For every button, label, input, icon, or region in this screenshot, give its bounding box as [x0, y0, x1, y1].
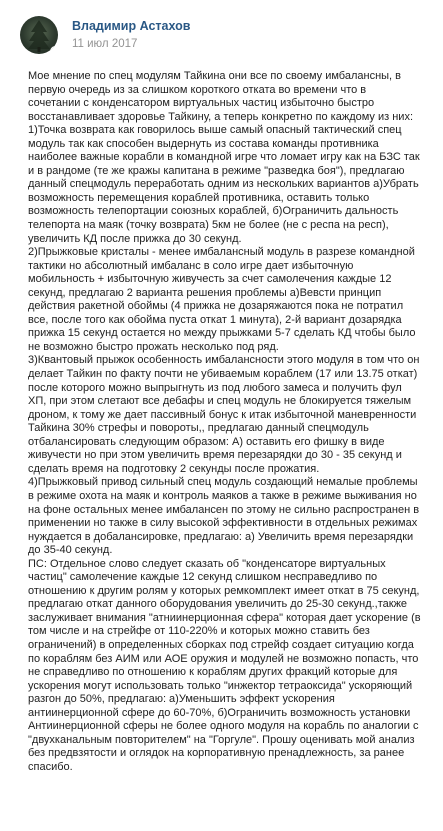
post-paragraph-3: 3)Квантовый прыжок особенность имбалансности этого модуля в том что он делает Тайкин по факту почти не убиваемым кораблем (17 или 13.75 откат) после которого можно выпрыгнуть из под любого замеса и получить фул ХП, при этом слетают все дебафы и спец модуль не блокируется тяжелым дроном, к тому же дает пассивный бонус к итак избыточной маневренности Тайкина 30% стрефы и повороты,, предлагаю данный спецмодуль отбалансировать следующим образом: А) оставить его фишку в виде живучести но при этом увеличить время перезарядки до 30 - 35 секунд и сделать время на подготовку 2 секунды после прожатия. [28, 354, 420, 475]
post-paragraph-ps: ПС: Отдельное слово следует сказать об "конденсаторе виртуальных частиц" самолечение каждые 12 секунд слишком несправедливо по отношению к другим ролям у которых ремкомплект имеет откат в 75 секунд, предлагаю откат данного оборудования увеличить до 25-30 секунд.,также заслуживает внимания "атниинерционная сфера" которая дает ускорение (в том числе и на стрейфе от 110-220% и которых можно ставить без ограничений) в определенных сборках под стрейф создает ситуацию когда по кораблям без АИМ или АОЕ оружия и модулей не возможно попасть, что не справедливо по отношению к кораблям других фракций которые для ускорения могут использовать только "инжектор тетраоксида" ускоряющий разгон до 50%, предлагаю: а)Уменьшить эффект ускорения антиинерционной сфере до 60-70%, б)Ограничить возможность установки Антиинерционной сферы не более одного модуля на корабль по аналогии с "двухканальным повторителем" на "Горгуле". Прошу оценивать мой анализ без предвзятости и оглядок на корпоративную пренадлежность, за ранее спасибо. [28, 557, 421, 773]
post-text [28, 70, 421, 774]
online-status-icon [50, 46, 58, 54]
post-date-link[interactable]: 11 июл 2017 [72, 38, 138, 50]
post-header [20, 12, 421, 58]
post-paragraph-4: 4)Прыжковый привод сильный спец модуль создающий немалые проблемы в режиме охота на маяк и контроль маяков а также в режиме выживания но на фоне остальных менее имбалансен по этому не сильно распространен в применении но также в силу высокой эффективности в отдельных режимах нуждается в добалансировке, предлагаю: а) Увеличить время перезарядки до 35-40 секунд. [28, 476, 420, 557]
avatar[interactable] [20, 16, 58, 54]
author-name-link[interactable]: Владимир Астахов [72, 19, 191, 33]
post-meta [72, 18, 190, 52]
post-paragraph-intro: Мое мнение по спец модулям Тайкина они все по своему имбалансны, в первую очередь из за слишком короткого отката во времени что в сочетании с конденсатором виртуальных частиц избыточно быстро восстанавливает здоровье Тайкину, а теперь конкретно по каждому из них: [28, 70, 413, 123]
post-paragraph-1: 1)Точка возврата как говорилось выше самый опасный тактический спец модуль так как способен выдернуть из состава команды противника наиболее важные корабли в командной игре что ломает игру как на БЗС так и в рандоме (те же кражы капитана в режиме "разведка боя"), предлагаю данный спецмодуль переработать одним из нескольких вариантов а)Убрать возможность перемещения кораблей противника, оставить только возможность телепортации союзных кораблей, б)Ограничить дальность телепорта на маяк (точку возврата) 5км не более (не с респа на респ), увеличить КД после прижка до 30 секунд. [28, 124, 420, 245]
post-paragraph-2: 2)Прыжковые кристалы - менее имбалансный модуль в разрезе командной тактики но абсолютный имбаланс в соло игре дает избыточную мобильность + избыточную живучесть за счет самолечения каждые 12 секунд, предлагаю 2 варианта решения проблемы а)Вевсти принцип действия ракетной обоймы (4 прижка не дозаряжаются пока не потратил все, после того как обойма пуста откат 1 минута), 2-й вариант дозарядка прижка 15 секунд остается но между прыжками 5-7 сделать КД чтобы было не возможно быстро прожать несколько под ряд. [28, 246, 416, 353]
